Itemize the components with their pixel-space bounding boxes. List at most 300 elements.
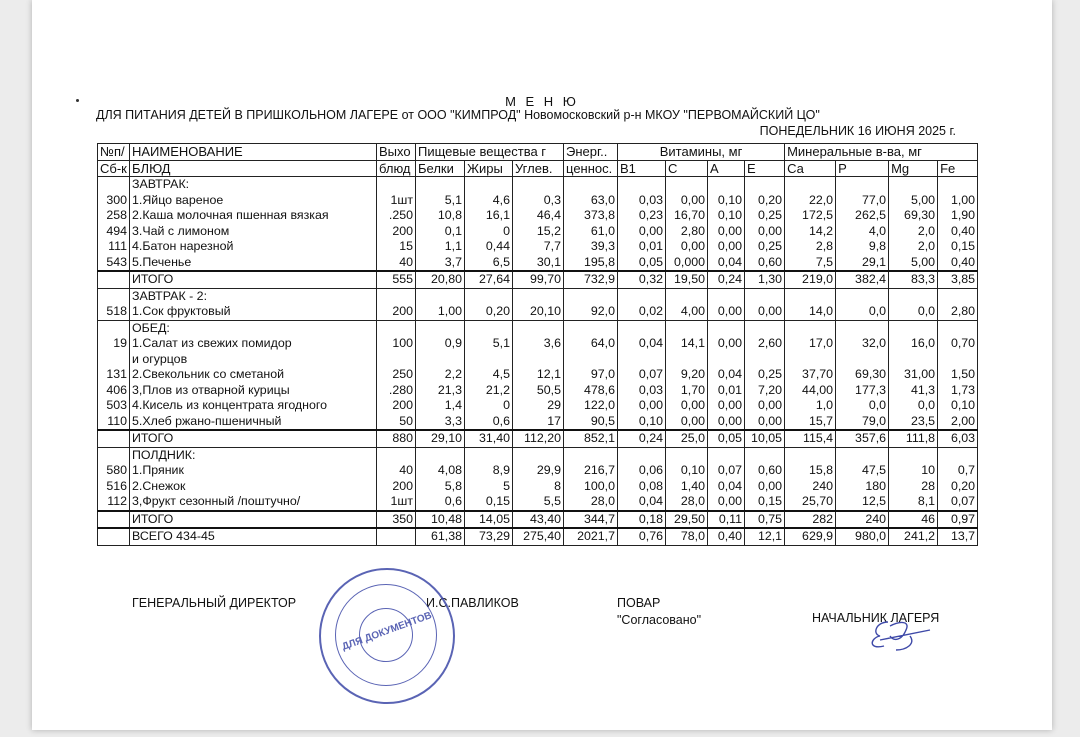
protein-value: 1,4 xyxy=(416,398,465,414)
magnesium-value: 0,0 xyxy=(889,304,938,320)
empty-cell xyxy=(465,352,513,368)
vit-b1-value: 0,08 xyxy=(618,479,666,495)
vit-a-value: 0,24 xyxy=(708,271,745,288)
phosphorus-value: 4,0 xyxy=(836,224,889,240)
item-yield: 1шт xyxy=(377,193,416,209)
empty-cell xyxy=(377,320,416,336)
protein-value: 3,7 xyxy=(416,255,465,272)
recipe-number xyxy=(98,528,130,545)
protein-value: 10,8 xyxy=(416,208,465,224)
energy-value: 100,0 xyxy=(564,479,618,495)
fat-value: 73,29 xyxy=(465,528,513,545)
phosphorus-value: 47,5 xyxy=(836,463,889,479)
empty-cell xyxy=(708,177,745,193)
vit-e-value: 0,25 xyxy=(745,239,785,255)
recipe-number: 406 xyxy=(98,383,130,399)
empty-cell xyxy=(889,177,938,193)
calcium-value: 115,4 xyxy=(785,430,836,447)
phosphorus-value: 79,0 xyxy=(836,414,889,431)
vit-b1-value: 0,05 xyxy=(618,255,666,272)
fat-value: 16,1 xyxy=(465,208,513,224)
calcium-value: 219,0 xyxy=(785,271,836,288)
protein-value: 0,6 xyxy=(416,494,465,511)
energy-value: 64,0 xyxy=(564,336,618,352)
vit-c-value: 25,0 xyxy=(666,430,708,447)
empty-cell xyxy=(785,352,836,368)
total-row xyxy=(98,511,978,529)
vit-b1-value: 0,32 xyxy=(618,271,666,288)
carbs-value: 29,9 xyxy=(513,463,564,479)
energy-value: 28,0 xyxy=(564,494,618,511)
menu-title: М Е Н Ю xyxy=(505,94,579,109)
magnesium-value: 41,3 xyxy=(889,383,938,399)
fat-value: 14,05 xyxy=(465,511,513,529)
item-name: 3,Фрукт сезонный /поштучно/ xyxy=(130,494,377,511)
item-name: 1.Салат из свежих помидор xyxy=(130,336,377,352)
vit-a-value: 0,00 xyxy=(708,494,745,511)
vit-b1-value: 0,07 xyxy=(618,367,666,383)
empty-cell xyxy=(836,352,889,368)
empty-cell xyxy=(745,352,785,368)
empty-cell xyxy=(666,320,708,336)
vit-c-value: 1,40 xyxy=(666,479,708,495)
table-row xyxy=(98,367,978,383)
table-row xyxy=(98,398,978,414)
iron-value: 0,07 xyxy=(938,494,978,511)
magnesium-value: 2,0 xyxy=(889,224,938,240)
empty-cell xyxy=(745,320,785,336)
item-continuation-row xyxy=(98,352,978,368)
iron-value: 3,85 xyxy=(938,271,978,288)
vit-c-value: 16,70 xyxy=(666,208,708,224)
empty-cell xyxy=(836,447,889,463)
col-subheader: Углев. xyxy=(513,160,564,177)
col-subheader: Сб-к xyxy=(98,160,130,177)
item-yield: 555 xyxy=(377,271,416,288)
magnesium-value: 111,8 xyxy=(889,430,938,447)
empty-cell xyxy=(513,352,564,368)
calcium-value: 25,70 xyxy=(785,494,836,511)
protein-value: 5,8 xyxy=(416,479,465,495)
calcium-value: 2,8 xyxy=(785,239,836,255)
empty-cell xyxy=(836,177,889,193)
item-name: 1.Сок фруктовый xyxy=(130,304,377,320)
empty-cell xyxy=(889,288,938,304)
protein-value: 4,08 xyxy=(416,463,465,479)
calcium-value: 7,5 xyxy=(785,255,836,272)
magnesium-value: 241,2 xyxy=(889,528,938,545)
empty-cell xyxy=(416,177,465,193)
vit-c-value: 0,00 xyxy=(666,193,708,209)
protein-value: 10,48 xyxy=(416,511,465,529)
energy-value: 373,8 xyxy=(564,208,618,224)
empty-cell xyxy=(377,177,416,193)
protein-value: 3,3 xyxy=(416,414,465,431)
col-subheader: Mg xyxy=(889,160,938,177)
item-yield: 880 xyxy=(377,430,416,447)
empty-cell xyxy=(465,320,513,336)
carbs-value: 12,1 xyxy=(513,367,564,383)
iron-value: 1,00 xyxy=(938,193,978,209)
vit-b1-value: 0,23 xyxy=(618,208,666,224)
carbs-value: 46,4 xyxy=(513,208,564,224)
carbs-value: 20,10 xyxy=(513,304,564,320)
vit-c-value: 19,50 xyxy=(666,271,708,288)
col-header-minerals: Минеральные в-ва, мг xyxy=(785,144,978,161)
empty-cell xyxy=(618,352,666,368)
phosphorus-value: 9,8 xyxy=(836,239,889,255)
table-row xyxy=(98,336,978,352)
recipe-number: 543 xyxy=(98,255,130,272)
empty-cell xyxy=(618,177,666,193)
vit-a-value: 0,40 xyxy=(708,528,745,545)
director-name: И.С.ПАВЛИКОВ xyxy=(426,596,519,610)
stamp-text: ДЛЯ ДОКУМЕНТОВ xyxy=(340,610,434,653)
energy-value: 97,0 xyxy=(564,367,618,383)
calcium-value: 1,0 xyxy=(785,398,836,414)
calcium-value: 15,7 xyxy=(785,414,836,431)
vit-b1-value: 0,18 xyxy=(618,511,666,529)
empty-cell xyxy=(666,288,708,304)
total-label: ИТОГО xyxy=(130,511,377,529)
carbs-value: 5,5 xyxy=(513,494,564,511)
empty-cell xyxy=(618,447,666,463)
empty-cell xyxy=(513,320,564,336)
col-subheader: Е xyxy=(745,160,785,177)
empty-cell xyxy=(564,447,618,463)
col-header-no: №п/ xyxy=(98,144,130,161)
empty-cell xyxy=(513,288,564,304)
vit-c-value: 14,1 xyxy=(666,336,708,352)
carbs-value: 0,3 xyxy=(513,193,564,209)
empty-cell xyxy=(889,447,938,463)
item-name: и огурцов xyxy=(130,352,377,368)
empty-cell xyxy=(618,320,666,336)
protein-value: 20,80 xyxy=(416,271,465,288)
col-subheader: Fe xyxy=(938,160,978,177)
phosphorus-value: 382,4 xyxy=(836,271,889,288)
total-row xyxy=(98,271,978,288)
section-row xyxy=(98,447,978,463)
empty-cell xyxy=(465,447,513,463)
empty-cell xyxy=(708,352,745,368)
energy-value: 90,5 xyxy=(564,414,618,431)
vit-a-value: 0,04 xyxy=(708,255,745,272)
phosphorus-value: 357,6 xyxy=(836,430,889,447)
protein-value: 2,2 xyxy=(416,367,465,383)
carbs-value: 50,5 xyxy=(513,383,564,399)
item-yield: 1шт xyxy=(377,494,416,511)
phosphorus-value: 0,0 xyxy=(836,398,889,414)
protein-value: 1,1 xyxy=(416,239,465,255)
vit-b1-value: 0,00 xyxy=(618,398,666,414)
calcium-value: 44,00 xyxy=(785,383,836,399)
item-yield: 350 xyxy=(377,511,416,529)
recipe-number: 111 xyxy=(98,239,130,255)
carbs-value: 17 xyxy=(513,414,564,431)
empty-cell xyxy=(377,288,416,304)
empty-cell xyxy=(889,352,938,368)
item-yield: 200 xyxy=(377,398,416,414)
empty-cell xyxy=(938,320,978,336)
vit-c-value: 0,00 xyxy=(666,239,708,255)
iron-value: 2,80 xyxy=(938,304,978,320)
empty-cell xyxy=(745,447,785,463)
item-yield: 200 xyxy=(377,304,416,320)
empty-cell xyxy=(416,288,465,304)
vit-c-value: 0,10 xyxy=(666,463,708,479)
row-no-cell xyxy=(98,288,130,304)
carbs-value: 275,40 xyxy=(513,528,564,545)
carbs-value: 15,2 xyxy=(513,224,564,240)
item-name: 4.Кисель из концентрата ягодного xyxy=(130,398,377,414)
item-name: 2.Снежок xyxy=(130,479,377,495)
total-label: ИТОГО xyxy=(130,271,377,288)
iron-value: 0,70 xyxy=(938,336,978,352)
phosphorus-value: 262,5 xyxy=(836,208,889,224)
vit-e-value: 0,60 xyxy=(745,255,785,272)
item-yield: .280 xyxy=(377,383,416,399)
vit-c-value: 78,0 xyxy=(666,528,708,545)
row-no-cell xyxy=(98,352,130,368)
table-row xyxy=(98,479,978,495)
col-subheader: Са xyxy=(785,160,836,177)
empty-cell xyxy=(564,177,618,193)
recipe-number: 580 xyxy=(98,463,130,479)
magnesium-value: 0,0 xyxy=(889,398,938,414)
calcium-value: 629,9 xyxy=(785,528,836,545)
vit-c-value: 2,80 xyxy=(666,224,708,240)
fat-value: 21,2 xyxy=(465,383,513,399)
vit-e-value: 0,25 xyxy=(745,208,785,224)
empty-cell xyxy=(564,288,618,304)
menu-date: ПОНЕДЕЛЬНИК 16 ИЮНЯ 2025 г. xyxy=(759,124,956,138)
director-title: ГЕНЕРАЛЬНЫЙ ДИРЕКТОР xyxy=(132,596,297,610)
cook-title: ПОВАР xyxy=(617,596,661,610)
empty-cell xyxy=(513,447,564,463)
grand-total-row xyxy=(98,528,978,545)
signature-mark xyxy=(850,616,940,656)
fat-value: 0 xyxy=(465,224,513,240)
fat-value: 0,44 xyxy=(465,239,513,255)
empty-cell xyxy=(564,352,618,368)
vit-e-value: 0,60 xyxy=(745,463,785,479)
carbs-value: 112,20 xyxy=(513,430,564,447)
item-yield: 200 xyxy=(377,224,416,240)
iron-value: 0,7 xyxy=(938,463,978,479)
empty-cell xyxy=(465,177,513,193)
vit-a-value: 0,04 xyxy=(708,367,745,383)
empty-cell xyxy=(938,288,978,304)
vit-c-value: 28,0 xyxy=(666,494,708,511)
table-row xyxy=(98,304,978,320)
empty-cell xyxy=(465,288,513,304)
energy-value: 195,8 xyxy=(564,255,618,272)
empty-cell xyxy=(666,447,708,463)
empty-cell xyxy=(666,177,708,193)
empty-cell xyxy=(785,447,836,463)
vit-a-value: 0,00 xyxy=(708,224,745,240)
menu-subtitle: ДЛЯ ПИТАНИЯ ДЕТЕЙ В ПРИШКОЛЬНОМ ЛАГЕРЕ от ООО "КИМПРОД" Новомосковский р-н МКОУ "ПЕРВОМАЙСКИЙ ЦО" xyxy=(96,108,820,122)
vit-c-value: 0,000 xyxy=(666,255,708,272)
calcium-value: 282 xyxy=(785,511,836,529)
vit-b1-value: 0,03 xyxy=(618,383,666,399)
protein-value: 61,38 xyxy=(416,528,465,545)
energy-value: 39,3 xyxy=(564,239,618,255)
empty-cell xyxy=(416,447,465,463)
item-yield: .250 xyxy=(377,208,416,224)
vit-b1-value: 0,02 xyxy=(618,304,666,320)
vit-e-value: 0,00 xyxy=(745,304,785,320)
table-row xyxy=(98,494,978,511)
vit-a-value: 0,01 xyxy=(708,383,745,399)
energy-value: 63,0 xyxy=(564,193,618,209)
empty-cell xyxy=(785,320,836,336)
menu-table-wrap xyxy=(97,143,977,546)
col-subheader: БЛЮД xyxy=(130,160,377,177)
vit-a-value: 0,00 xyxy=(708,336,745,352)
magnesium-value: 46 xyxy=(889,511,938,529)
col-subheader: В1 xyxy=(618,160,666,177)
energy-value: 478,6 xyxy=(564,383,618,399)
vit-c-value: 4,00 xyxy=(666,304,708,320)
official-stamp xyxy=(319,568,455,704)
iron-value: 2,00 xyxy=(938,414,978,431)
empty-cell xyxy=(377,447,416,463)
iron-value: 1,90 xyxy=(938,208,978,224)
phosphorus-value: 29,1 xyxy=(836,255,889,272)
col-header-out: Выхо xyxy=(377,144,416,161)
vit-a-value: 0,10 xyxy=(708,193,745,209)
camp-head-title: НАЧАЛЬНИК ЛАГЕРЯ xyxy=(812,611,940,625)
empty-cell xyxy=(785,177,836,193)
vit-c-value: 29,50 xyxy=(666,511,708,529)
carbs-value: 29 xyxy=(513,398,564,414)
iron-value: 0,97 xyxy=(938,511,978,529)
total-row xyxy=(98,430,978,447)
document-page xyxy=(32,0,1052,730)
empty-cell xyxy=(938,177,978,193)
empty-cell xyxy=(708,320,745,336)
calcium-value: 17,0 xyxy=(785,336,836,352)
vit-e-value: 12,1 xyxy=(745,528,785,545)
energy-value: 122,0 xyxy=(564,398,618,414)
calcium-value: 37,70 xyxy=(785,367,836,383)
table-row xyxy=(98,255,978,272)
iron-value: 0,40 xyxy=(938,255,978,272)
vit-a-value: 0,00 xyxy=(708,398,745,414)
iron-value: 0,40 xyxy=(938,224,978,240)
magnesium-value: 69,30 xyxy=(889,208,938,224)
vit-b1-value: 0,00 xyxy=(618,224,666,240)
vit-e-value: 0,25 xyxy=(745,367,785,383)
protein-value: 0,9 xyxy=(416,336,465,352)
item-name: 3,Плов из отварной курицы xyxy=(130,383,377,399)
vit-a-value: 0,07 xyxy=(708,463,745,479)
recipe-number xyxy=(98,511,130,529)
magnesium-value: 2,0 xyxy=(889,239,938,255)
table-row xyxy=(98,239,978,255)
iron-value: 13,7 xyxy=(938,528,978,545)
item-yield: 200 xyxy=(377,479,416,495)
col-subheader: Р xyxy=(836,160,889,177)
recipe-number xyxy=(98,271,130,288)
fat-value: 4,6 xyxy=(465,193,513,209)
empty-cell xyxy=(836,320,889,336)
section-row xyxy=(98,320,978,336)
empty-cell xyxy=(836,288,889,304)
table-row xyxy=(98,193,978,209)
calcium-value: 172,5 xyxy=(785,208,836,224)
vit-c-value: 0,00 xyxy=(666,398,708,414)
item-yield xyxy=(377,528,416,545)
phosphorus-value: 69,30 xyxy=(836,367,889,383)
vit-a-value: 0,11 xyxy=(708,511,745,529)
vit-a-value: 0,00 xyxy=(708,239,745,255)
fat-value: 0,15 xyxy=(465,494,513,511)
fat-value: 0 xyxy=(465,398,513,414)
item-yield: 15 xyxy=(377,239,416,255)
magnesium-value: 23,5 xyxy=(889,414,938,431)
empty-cell xyxy=(889,320,938,336)
vit-e-value: 7,20 xyxy=(745,383,785,399)
fat-value: 5,1 xyxy=(465,336,513,352)
energy-value: 732,9 xyxy=(564,271,618,288)
energy-value: 344,7 xyxy=(564,511,618,529)
table-row xyxy=(98,383,978,399)
magnesium-value: 28 xyxy=(889,479,938,495)
empty-cell xyxy=(708,288,745,304)
carbs-value: 8 xyxy=(513,479,564,495)
fat-value: 8,9 xyxy=(465,463,513,479)
energy-value: 852,1 xyxy=(564,430,618,447)
table-row xyxy=(98,224,978,240)
item-name: 2.Каша молочная пшенная вязкая xyxy=(130,208,377,224)
empty-cell xyxy=(416,352,465,368)
vit-b1-value: 0,10 xyxy=(618,414,666,431)
recipe-number: 110 xyxy=(98,414,130,431)
energy-value: 61,0 xyxy=(564,224,618,240)
cook-note: "Согласовано" xyxy=(617,613,702,627)
header-row-2 xyxy=(98,160,978,177)
vit-e-value: 0,75 xyxy=(745,511,785,529)
iron-value: 0,20 xyxy=(938,479,978,495)
vit-e-value: 10,05 xyxy=(745,430,785,447)
phosphorus-value: 240 xyxy=(836,511,889,529)
total-label: ИТОГО xyxy=(130,430,377,447)
table-row xyxy=(98,208,978,224)
header-row-1 xyxy=(98,144,978,161)
fat-value: 27,64 xyxy=(465,271,513,288)
recipe-number xyxy=(98,430,130,447)
row-no-cell xyxy=(98,320,130,336)
vit-a-value: 0,00 xyxy=(708,304,745,320)
section-label: ОБЕД: xyxy=(130,320,377,336)
section-label: ПОЛДНИК: xyxy=(130,447,377,463)
magnesium-value: 5,00 xyxy=(889,255,938,272)
empty-cell xyxy=(377,352,416,368)
vit-e-value: 0,00 xyxy=(745,479,785,495)
fat-value: 31,40 xyxy=(465,430,513,447)
carbs-value: 7,7 xyxy=(513,239,564,255)
phosphorus-value: 32,0 xyxy=(836,336,889,352)
empty-cell xyxy=(564,320,618,336)
empty-cell xyxy=(938,352,978,368)
item-yield: 250 xyxy=(377,367,416,383)
phosphorus-value: 77,0 xyxy=(836,193,889,209)
magnesium-value: 16,0 xyxy=(889,336,938,352)
fat-value: 0,20 xyxy=(465,304,513,320)
